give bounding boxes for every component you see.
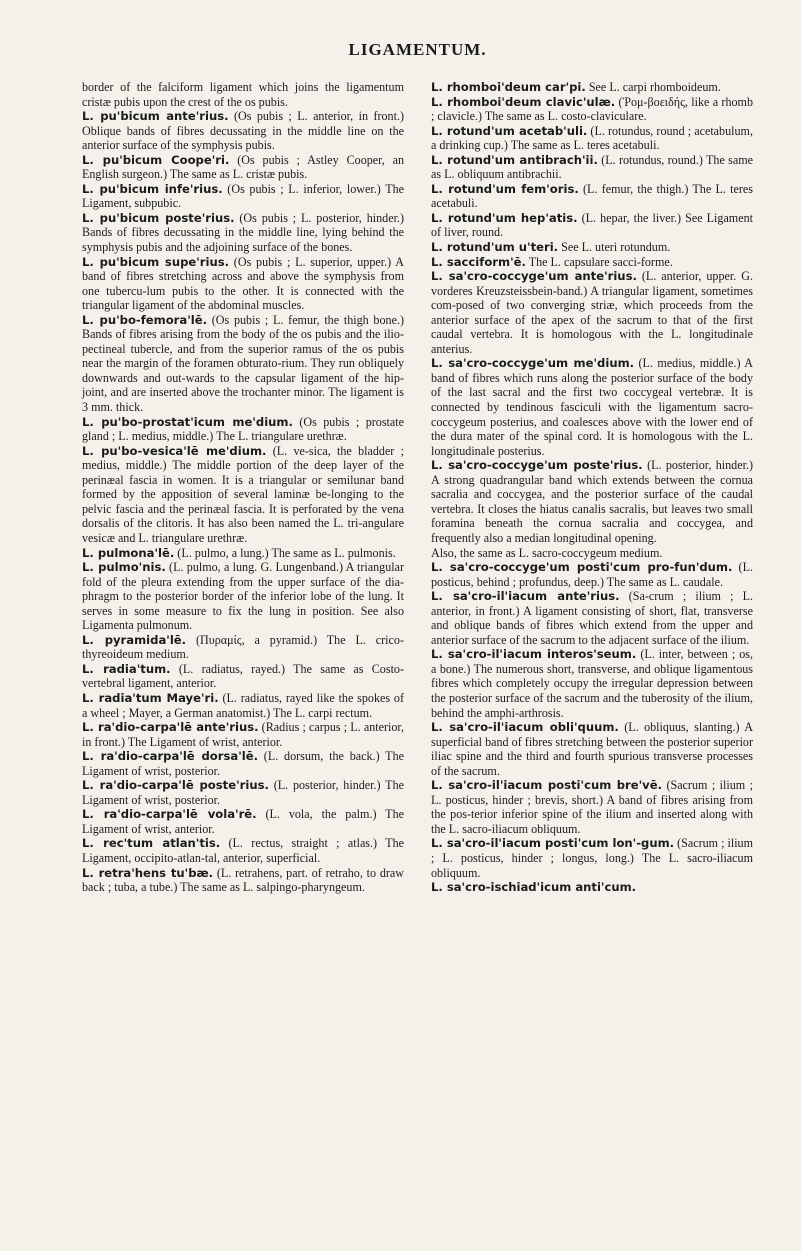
entry-headword: L. pu'bicum infe'rius. (82, 181, 223, 196)
dictionary-entry (431, 720, 753, 778)
dictionary-entry (431, 153, 753, 182)
dictionary-entry (82, 415, 404, 444)
dictionary-entry (431, 356, 753, 458)
entry-headword: L. rotund'um u'teri. (431, 240, 559, 255)
entry-definition: (L. radiatus, rayed like the spokes of a wheel ; Mayer, a German anatomist.) The L. carpi rectum. (82, 690, 405, 720)
dictionary-entry (82, 778, 404, 807)
entry-definition: (Radius ; carpus ; L. anterior, in front.) The Ligament of wrist, anterior. (82, 720, 404, 749)
entry-definition: (L. pulmo, a lung.) The same as L. pulmonis. (174, 545, 396, 560)
dictionary-entry (82, 313, 404, 415)
dictionary-entry (431, 458, 753, 545)
entry-definition: (L. anterior, upper. G. vorderes Kreuzsteissbein-band.) A triangular ligament, sometimes com-posed of two converging striæ, which proceeds from the anterior surface of the apex of the sacrum to that of the first caudal vertebra. It is homologous with the L. longitudinale anterius. (431, 269, 753, 356)
dictionary-entry (82, 80, 404, 109)
entry-definition: (L. ve-sica, the bladder ; medius, middle.) The middle portion of the deep layer of the perinæal fascia in women. It is a triangular or semilunar band formed by the apposition of several laminæ be-longing to the pelvic fascia and the perinæal fascia. It is perforated by the vena dorsalis of the clitoris. It has also been named the L. tri-angulare vesicæ and L. triangulare urethræ. (82, 443, 404, 545)
dictionary-entry (82, 255, 404, 313)
entry-definition: (L. rotundus, round ; acetabulum, a drinking cup.) The same as L. teres acetabuli. (431, 123, 753, 153)
entry-definition: (Os pubis ; Astley Cooper, an English surgeon.) The same as L. cristæ pubis. (82, 152, 404, 182)
entry-definition: border of the falciform ligament which joins the ligamentum cristæ pubis upon the crest of the os pubis. (82, 80, 404, 109)
entry-headword: L. sa'cro-il'iacum posti'cum bre'vē. (431, 778, 662, 793)
entry-headword: L. rec'tum atlan'tis. (82, 836, 221, 851)
entry-headword: L. pu'bo-femora'lē. (82, 312, 208, 327)
entry-definition: The L. capsulare sacci-forme. (525, 254, 673, 269)
entry-definition: (L. dorsum, the back.) The Ligament of wrist, posterior. (82, 749, 404, 778)
entry-definition: (Πυραμίς, a pyramid.) The L. crico-thyreoideum medium. (82, 632, 404, 662)
entry-definition: (L. posterior, hinder.) The Ligament of wrist, posterior. (82, 778, 404, 807)
dictionary-entry (431, 124, 753, 153)
dictionary-entry (431, 80, 753, 95)
entry-definition: See L. uteri rotundum. (558, 240, 671, 255)
dictionary-entry (431, 269, 753, 356)
entry-headword: L. sa'cro-coccyge'um me'dium. (431, 356, 635, 371)
dictionary-entry (431, 560, 753, 589)
entry-headword: L. pu'bo-prostat'icum me'dium. (82, 414, 293, 429)
entry-headword: L. radia'tum Maye'ri. (82, 690, 219, 705)
two-column-body (82, 80, 753, 895)
entry-definition: (L. femur, the thigh.) The L. teres acetabuli. (431, 181, 753, 211)
dictionary-entry (82, 546, 404, 561)
entry-headword: L. rhomboi'deum clavic'ulæ. (431, 94, 616, 109)
entry-definition: Also, the same as L. sacro-coccygeum medium. (431, 545, 663, 560)
entry-headword: L. pu'bicum Coope'ri. (82, 152, 230, 167)
dictionary-entry (82, 807, 404, 836)
entry-headword: L. pulmo'nis. (82, 560, 166, 575)
dictionary-entry (82, 211, 404, 255)
entry-definition: (L. posticus, behind ; profundus, deep.) The same as L. caudale. (431, 560, 753, 589)
dictionary-entry (82, 836, 404, 865)
entry-headword: L. sa'cro-coccyge'um ante'rius. (431, 269, 637, 284)
entry-headword: L. ra'dio-carpa'lē poste'rius. (82, 778, 269, 793)
entry-headword: L. sa'cro-coccyge'um posti'cum pro-fun'dum. (431, 560, 733, 575)
dictionary-entry (431, 255, 753, 270)
entry-definition: (L. posterior, hinder.) A strong quadrangular band which extends between the cornua sacralia and coccygea, and the posterior surface of the caudal vertebra. It closes the hiatus canalis sacralis, but leaves two small foramina beneath the cornua sacralia and coccygea, and frequently also a median longitudinal opening. (431, 458, 754, 545)
entry-headword: L. rotund'um acetab'uli. (431, 123, 588, 138)
entry-headword: L. sa'cro-il'iacum interos'seum. (431, 647, 637, 662)
entry-headword: L. pu'bicum supe'rius. (82, 254, 230, 269)
dictionary-entry (431, 240, 753, 255)
entry-definition: See L. carpi rhomboideum. (585, 80, 721, 94)
entry-headword: L. rhomboi'deum car'pi. (431, 80, 586, 94)
entry-headword: L. rotund'um fem'oris. (431, 181, 579, 196)
entry-definition: (Os pubis ; L. superior, upper.) A band of fibres stretching across and above the symphysis from one tubercu-lum pubis to the other. It is connected with the triangular ligament of the abdominal muscles. (82, 254, 404, 313)
entry-headword: L. pu'bo-vesica'lē me'dium. (82, 443, 267, 458)
entry-headword: L. pu'bicum ante'rius. (82, 109, 229, 124)
entry-headword: L. sacciform'ē. (431, 254, 526, 269)
entry-definition: (Os pubis ; L. inferior, lower.) The Ligament, subpubic. (82, 181, 404, 211)
entry-headword: L. pu'bicum poste'rius. (82, 210, 235, 225)
entry-definition: (Sacrum ; ilium ; L. posticus, hinder ; longus, long.) The L. sacro-iliacum obliquum. (431, 836, 754, 880)
dictionary-entry (431, 836, 753, 880)
entry-headword: L. ra'dio-carpa'lē vola'rē. (82, 807, 257, 822)
dictionary-entry (431, 778, 753, 836)
dictionary-entry (82, 662, 404, 691)
entry-headword: L. sa'cro-il'iacum obli'quum. (431, 720, 619, 735)
entry-headword: L. sa'cro-il'iacum posti'cum lon'-gum. (431, 836, 675, 851)
dictionary-entry (431, 589, 753, 647)
dictionary-entry (82, 109, 404, 153)
dictionary-entry (82, 720, 404, 749)
entry-headword: L. sa'cro-ischiad'icum anti'cum. (431, 880, 637, 895)
entry-headword: L. pulmona'lē. (82, 545, 175, 560)
entry-definition: (Os pubis ; L. anterior, in front.) Oblique bands of fibres decussating in the middle line on the anterior surface of the symphysis pubis. (82, 109, 405, 153)
dictionary-entry (82, 153, 404, 182)
dictionary-entry (82, 633, 404, 662)
entry-definition: (L. radiatus, rayed.) The same as Costo-vertebral ligament, anterior. (82, 661, 404, 691)
entry-headword: L. retra'hens tu'bæ. (82, 865, 214, 880)
dictionary-entry (82, 444, 404, 546)
dictionary-entry (431, 647, 753, 720)
entry-definition: (L. rectus, straight ; atlas.) The Ligament, occipito-atlan-tal, anterior, superficial. (82, 836, 404, 865)
entry-definition: (Sacrum ; ilium ; L. posticus, hinder ; brevis, short.) A band of fibres arising from the pos-terior inferior spine of the ilium and inserted along with the L. sacro-iliacum obliquum. (431, 778, 753, 836)
right-column (431, 80, 753, 895)
entry-definition: (L. obliquus, slanting.) A superficial band of fibres stretching between the posterior superior iliac spine and the third and fourth spurious transverse processes of the sacrum. (431, 720, 753, 778)
dictionary-entry (431, 546, 753, 561)
entry-definition: (Os pubis ; L. femur, the thigh bone.) Bands of fibres arising from the body of the os pubis and the ilio-pectineal tubercle, and from the superior ramus of the os pubis near the margin of the foramen obturato-rium. They run obliquely downwards and out-wards to the capsular ligament of the hip-joint, and are inserted above the trochanter minor. The ligament is 3 mm. thick. (82, 312, 404, 415)
dictionary-entry (431, 182, 753, 211)
dictionary-entry (431, 95, 753, 124)
entry-definition: (Ῥομ-βοειδής, like a rhomb ; clavicle.) The same as L. costo-claviculare. (431, 94, 753, 124)
running-head: LIGAMENTUM. (348, 40, 487, 59)
dictionary-entry (431, 880, 753, 895)
entry-headword: L. sa'cro-il'iacum ante'rius. (431, 589, 620, 604)
entry-headword: L. sa'cro-coccyge'um poste'rius. (431, 458, 643, 473)
entry-definition: (L. vola, the palm.) The Ligament of wrist, anterior. (82, 807, 404, 836)
dictionary-entry (82, 866, 404, 895)
left-column (82, 80, 404, 895)
entry-headword: L. pyramida'lē. (82, 632, 187, 647)
entry-definition: (L. pulmo, a lung. G. Lungenband.) A triangular fold of the pleura extending from the upper surface of the dia-phragm to the posterior border of the inferior lobe of the lung. It serves in some measure to fix the lung in position. See also Ligamenta pulmonum. (82, 560, 404, 633)
entry-definition: (Sa-crum ; ilium ; L. anterior, in front.) A ligament consisting of short, flat, transverse and oblique bands of fibres which extend from the upper and anterior surface of the sacrum to the adjacent surface of the ilium. (431, 589, 754, 647)
entry-headword: L. rotund'um antibrach'ii. (431, 152, 598, 167)
entry-definition: (Os pubis ; L. posterior, hinder.) Bands of fibres decussating in the middle line, lying behind the symphysis pubis and the adjoining surface of the bones. (82, 210, 404, 255)
entry-definition: (L. inter, between ; os, a bone.) The numerous short, transverse, and oblique ligamentous fibres which completely occupy the irregular depression between the posterior surface of the sacrum and the tuberosity of the ilium, behind the amphi-arthrosis. (431, 647, 754, 720)
entry-definition: (L. retrahens, part. of retraho, to draw back ; tuba, a tube.) The same as L. salpingo-pharyngeum. (82, 865, 404, 895)
entry-headword: L. rotund'um hep'atis. (431, 210, 578, 225)
dictionary-entry (82, 749, 404, 778)
entry-definition: (L. hepar, the liver.) See Ligament of liver, round. (431, 210, 753, 240)
entry-headword: L. ra'dio-carpa'lē dorsa'lē. (82, 749, 258, 764)
dictionary-entry (82, 182, 404, 211)
entry-headword: L. radia'tum. (82, 661, 171, 676)
entry-headword: L. ra'dio-carpa'lē ante'rius. (82, 720, 259, 735)
entry-definition: (Os pubis ; prostate gland ; L. medius, middle.) The L. triangulare urethræ. (82, 414, 404, 444)
dictionary-entry (82, 560, 404, 633)
dictionary-entry (82, 691, 404, 720)
dictionary-entry (431, 211, 753, 240)
entry-definition: (L. rotundus, round.) The same as L. obliquum antibrachii. (431, 152, 753, 182)
entry-definition: (L. medius, middle.) A band of fibres which runs along the posterior surface of the body of the last sacral and the first two coccygeal vertebræ. It is connected by tendinous fasciculi with the ligamentum sacro-coccygeum posterius, and coalesces above with the lower end of the dura mater of the spinal cord. It is homologous with the L. longitudinale posterius. (431, 356, 753, 458)
